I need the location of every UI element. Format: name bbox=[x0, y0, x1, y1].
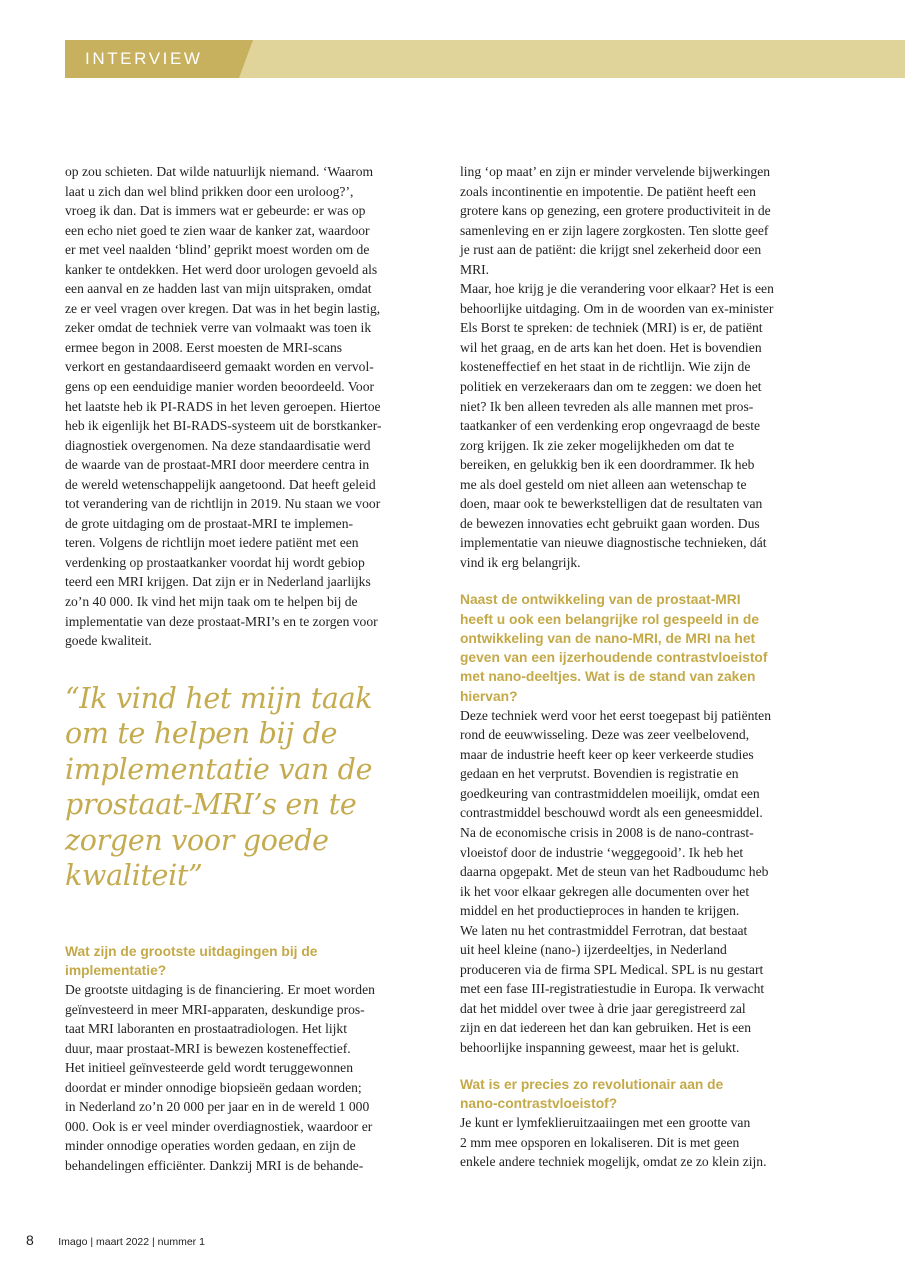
page-number: 8 bbox=[26, 1232, 34, 1248]
section-label: INTERVIEW bbox=[85, 49, 203, 68]
right-column bbox=[460, 162, 820, 1172]
left-intro-paragraph: op zou schieten. Dat wilde natuurlijk niemand. ‘Waarom laat u zich dan wel blind prikken door een uroloog?’, vroeg ik dan. Dat is immers wat er gebeurde: er was op een echo niet goed te zien waar de kanker zat, waardoor er met veel naalden ‘blind’ geprikt moest worden om de kanker te ontdekken. Het werd door urologen gevoeld als een aanval en ze hadden last van mijn uitspraken, omdat ze er veel vragen over kregen. Dat was in het begin lastig, zeker omdat de techniek verre van volmaakt was toen ik ermee begon in 2008. Eerst moesten de MRI-scans verkort en gestandaardiseerd gemaakt worden en vervol- gens op een eenduidige manier worden beoordeeld. Voor het laatste heb ik PI-RADS in het leven geroepen. Hiertoe heb ik eigenlijk het BI-RADS-systeem uit de borstkanker- diagnostiek overgenomen. Na deze standaardisatie werd de waarde van de prostaat-MRI door meerdere centra in de wereld wetenschappelijk aangetoond. Dat heeft geleid tot verandering van de richtlijn in 2019. Nu staan we voor de grote uitdaging om de prostaat-MRI te implemen- teren. Volgens de richtlijn moet iedere patiënt met een verdenking op prostaatkanker voordat hij wordt gebiop teerd een MRI krijgen. Dat zijn er in Nederland jaarlijks zo’n 40 000. Ik vind het mijn taak om te helpen bij de implementatie van deze prostaat-MRI’s en te zorgen voor goede kwaliteit. bbox=[65, 164, 382, 649]
section-tab bbox=[65, 40, 239, 78]
answer-challenges: De grootste uitdaging is de financiering. Er moet worden geïnvesteerd in meer MRI-apparaten, deskundige pros- taat MRI laboranten en prostaatradiologen. Het lijkt duur, maar prostaat-MRI is bewezen kosteneffectief. Het initieel geïnvesteerde geld wordt teruggewonnen doordat er minder onnodige biopsieën gedaan worden; in Nederland zo’n 20 000 per jaar en in de wereld 1 000 000. Ook is er veel minder overdiagnostiek, waardoor er minder onnodige operaties worden gedaan, en zijn de behandelingen efficiënter. Dankzij MRI is de behande- bbox=[65, 982, 375, 1173]
question-challenges: Wat zijn de grootste uitdagingen bij de implementatie? bbox=[65, 943, 318, 978]
question-revolutionary: Wat is er precies zo revolutionair aan de nano-contrastvloeistof? bbox=[460, 1076, 724, 1111]
left-column bbox=[65, 162, 425, 1176]
right-intro-paragraph: ling ‘op maat’ en zijn er minder vervelende bijwerkingen zoals incontinentie en impotentie. De patiënt heeft een grotere kans op genezing, een grotere productiviteit in de samenleving en er zijn lagere zorgkosten. Ten slotte geef je rust aan de patiënt: die krijgt snel zekerheid door een MRI. Maar, hoe krijg je die verandering voor elkaar? Het is een behoorlijke uitdaging. Om in de woorden van ex-minister Els Borst te spreken: de techniek (MRI) is er, de patiënt wil het graag, en de arts kan het doen. Het is bovendien kosteneffectief en het staat in de richtlijn. Wie zijn de politiek en verzekeraars dan om te zeggen: we doen het niet? Ik ben alleen tevreden als alle mannen met pros- taatkanker of een verdenking erop ongevraagd de beste zorg krijgen. Ik zie zeker mogelijkheden om dat te bereiken, en gelukkig ben ik een doordrammer. Ik heb me als doel gesteld om niet alleen aan wetenschap te doen, maar ook te bewerkstelligen dat de resultaten van de bewezen innovaties echt gebruikt gaan worden. Dus implementatie van nieuwe diagnostische technieken, dát vind ik erg belangrijk. bbox=[460, 164, 774, 570]
answer-nano-mri: Deze techniek werd voor het eerst toegepast bij patiënten rond de eeuwwisseling. Deze was zeer veelbelovend, maar de industrie heeft keer op keer verkeerde studies gedaan en het verprutst. Bovendien is registratie en goedkeuring van contrastmiddelen moeilijk, omdat een contrastmiddel beschouwd wordt als een geneesmiddel. Na de economische crisis in 2008 is de nano-contrast- vloeistof door de industrie ‘weggegooid’. Ik heb het daarna opgepakt. Met de steun van het Radboudumc heb ik het voor elkaar gekregen alle documenten over het middel en het productieproces in handen te krijgen. We laten nu het contrastmiddel Ferrotran, dat bestaat uit heel kleine (nano-) ijzerdeeltjes, in Nederland produceren via de firma SPL Medical. SPL is nu gestart met een fase III-registratiestudie in Europa. Ik verwacht dat het middel over twee à drie jaar geregistreerd zal zijn en dat iedereen het dan kan gebruiken. Het is een behoorlijke inspanning geweest, maar het is gelukt. bbox=[460, 707, 772, 1055]
publication-info: Imago | maart 2022 | nummer 1 bbox=[58, 1236, 205, 1248]
pull-quote: “Ik vind het mijn taak om te helpen bij de implementatie van de prostaat-MRI’s en te zorgen voor goede kwaliteit” bbox=[65, 681, 373, 893]
section-banner bbox=[65, 40, 905, 78]
page-footer bbox=[26, 1232, 205, 1250]
question-nano-mri: Naast de ontwikkeling van de prostaat-MRI heeft u ook een belangrijke rol gespeeld in de ontwikkeling van de nano-MRI, de MRI na het geven van een ijzerhoudende contrastvloeistof met nano-deeltjes. Wat is de stand van zaken hiervan? bbox=[460, 592, 768, 704]
answer-revolutionary: Je kunt er lymfeklieruitzaaiingen met een grootte van 2 mm mee opsporen en lokaliseren. Dit is met geen enkele andere techniek mogelijk, omdat ze zo klein zijn. bbox=[460, 1114, 767, 1170]
